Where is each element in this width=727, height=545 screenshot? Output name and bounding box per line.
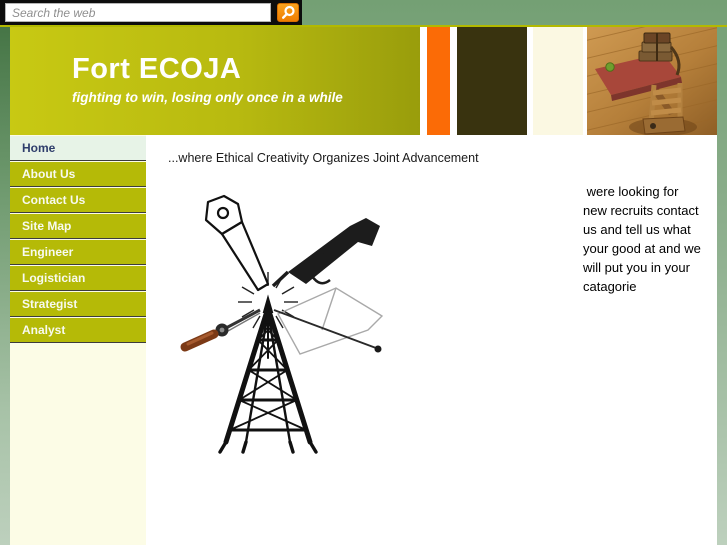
page-heading: ...where Ethical Creativity Organizes Joint Advancement	[168, 151, 479, 165]
search-input[interactable]	[5, 3, 271, 22]
search-icon	[278, 5, 298, 20]
search-button[interactable]	[277, 3, 299, 22]
sidebar	[10, 135, 146, 545]
site-header	[10, 27, 717, 135]
main-menu	[10, 136, 146, 344]
top-search-bar	[0, 0, 302, 25]
header-brown-block	[457, 27, 527, 135]
header-cream-block	[533, 27, 583, 135]
site-tagline: fighting to win, losing only once in a while	[72, 90, 343, 105]
sidebar-item-strategist[interactable]: Strategist	[10, 292, 146, 317]
school-desk-photo	[587, 27, 717, 135]
sidebar-item-engineer[interactable]: Engineer	[10, 240, 146, 265]
site-title: Fort ECOJA	[72, 53, 242, 85]
main-content	[146, 135, 717, 545]
sidebar-item-contact-us[interactable]: Contact Us	[10, 188, 146, 213]
sidebar-item-home[interactable]: Home	[10, 136, 146, 161]
header-orange-block	[427, 27, 450, 135]
sidebar-item-site-map[interactable]: Site Map	[10, 214, 146, 239]
sidebar-item-logistician[interactable]: Logistician	[10, 266, 146, 291]
header-banner	[10, 27, 420, 135]
page-left-edge	[0, 0, 10, 545]
windmill-tools-illustration	[172, 190, 392, 462]
recruit-paragraph: were looking for new recruits contact us and tell us what your good at and we will put you in your catagorie	[583, 184, 705, 294]
sidebar-item-about-us[interactable]: About Us	[10, 162, 146, 187]
sidebar-item-analyst[interactable]: Analyst	[10, 318, 146, 343]
